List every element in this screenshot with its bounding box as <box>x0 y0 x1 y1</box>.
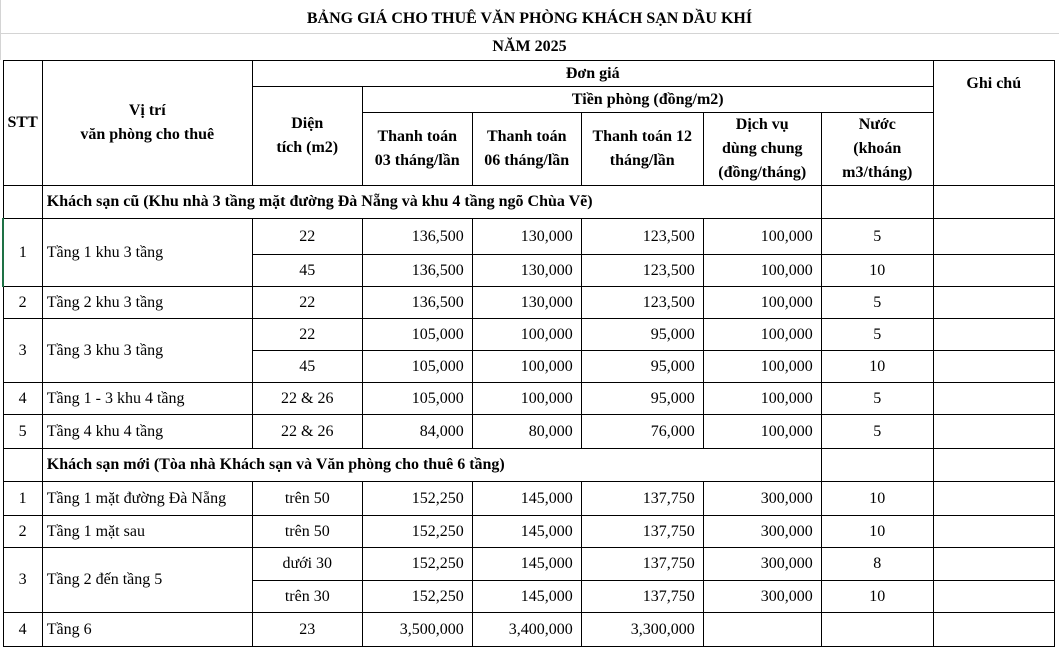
header-water-line2: (khoán <box>853 140 902 157</box>
price-6-month-cell[interactable]: 3,400,000 <box>472 613 581 647</box>
price-12-month-cell[interactable]: 137,750 <box>581 516 703 548</box>
area-cell[interactable]: dưới 30 <box>252 548 362 581</box>
area-cell[interactable]: 45 <box>252 255 362 287</box>
stt-cell[interactable]: 4 <box>3 383 42 415</box>
service-fee-cell[interactable]: 300,000 <box>703 581 821 613</box>
empty-cell[interactable] <box>933 186 1054 219</box>
price-12-month-cell[interactable]: 137,750 <box>581 482 703 516</box>
price-3-month-cell[interactable]: 105,000 <box>362 351 472 383</box>
area-cell[interactable]: 45 <box>252 351 362 383</box>
price-3-month-cell[interactable]: 84,000 <box>362 415 472 449</box>
area-cell[interactable]: 23 <box>252 613 362 647</box>
price-3-month-cell[interactable]: 105,000 <box>362 383 472 415</box>
area-cell[interactable]: trên 50 <box>252 516 362 548</box>
price-3-month-cell[interactable]: 152,250 <box>362 516 472 548</box>
price-table <box>2 60 1055 647</box>
price-6-month-cell[interactable]: 145,000 <box>472 482 581 516</box>
note-cell[interactable] <box>933 415 1054 449</box>
note-cell[interactable] <box>933 319 1054 351</box>
header-water-line3: m3/tháng) <box>842 164 913 181</box>
location-cell[interactable]: Tầng 1 - 3 khu 4 tầng <box>42 383 252 415</box>
header-service-line2: dùng chung <box>722 140 803 157</box>
service-fee-cell[interactable]: 100,000 <box>703 319 821 351</box>
header-pay-12[interactable] <box>581 113 703 186</box>
service-fee-cell[interactable]: 100,000 <box>703 351 821 383</box>
water-cell[interactable]: 10 <box>821 255 933 287</box>
stt-cell[interactable]: 3 <box>3 548 42 613</box>
stt-cell[interactable]: 5 <box>3 415 42 449</box>
header-service-line1: Dịch vụ <box>735 116 789 133</box>
service-fee-cell[interactable]: 100,000 <box>703 219 821 255</box>
price-3-month-cell[interactable]: 152,250 <box>362 482 472 516</box>
water-cell[interactable]: 5 <box>821 415 933 449</box>
price-12-month-cell[interactable]: 95,000 <box>581 383 703 415</box>
service-fee-cell[interactable] <box>703 613 821 647</box>
location-cell[interactable]: Tầng 1 mặt đường Đà Nẵng <box>42 482 252 516</box>
header-area-line2: tích (m2) <box>276 139 339 156</box>
price-3-month-cell[interactable]: 152,250 <box>362 548 472 581</box>
service-fee-cell[interactable]: 100,000 <box>703 255 821 287</box>
service-fee-cell[interactable]: 100,000 <box>703 415 821 449</box>
table-row <box>3 219 1054 255</box>
note-cell[interactable] <box>933 613 1054 647</box>
area-cell[interactable]: 22 <box>252 219 362 255</box>
price-3-month-cell[interactable]: 152,250 <box>362 581 472 613</box>
header-water[interactable] <box>821 113 933 186</box>
price-6-month-cell[interactable]: 145,000 <box>472 581 581 613</box>
price-6-month-cell[interactable]: 100,000 <box>472 383 581 415</box>
note-cell[interactable] <box>933 287 1054 319</box>
price-6-month-cell[interactable]: 100,000 <box>472 351 581 383</box>
empty-cell[interactable] <box>821 449 933 482</box>
water-cell[interactable]: 10 <box>821 351 933 383</box>
price-6-month-cell[interactable]: 100,000 <box>472 319 581 351</box>
water-cell[interactable] <box>821 613 933 647</box>
header-area-line1: Diện <box>291 115 324 132</box>
price-12-month-cell[interactable]: 95,000 <box>581 351 703 383</box>
header-pay-3-line1: Thanh toán <box>377 128 458 145</box>
area-cell[interactable]: 22 <box>252 287 362 319</box>
note-cell[interactable] <box>933 516 1054 548</box>
table-row <box>3 287 1054 319</box>
table-row <box>3 383 1054 415</box>
header-pay-6[interactable] <box>472 113 581 186</box>
price-3-month-cell[interactable]: 136,500 <box>362 255 472 287</box>
location-cell[interactable]: Tầng 6 <box>42 613 252 647</box>
water-cell[interactable]: 10 <box>821 581 933 613</box>
price-6-month-cell[interactable]: 145,000 <box>472 548 581 581</box>
area-cell[interactable]: 22 & 26 <box>252 415 362 449</box>
section-stt-cell[interactable] <box>3 449 42 482</box>
header-location[interactable] <box>42 61 252 186</box>
empty-cell[interactable] <box>821 186 933 219</box>
section-title[interactable]: Khách sạn cũ (Khu nhà 3 tầng mặt đường Đà Nẵng và khu 4 tầng ngõ Chùa Vẽ) <box>42 186 703 219</box>
grid-line <box>0 33 1059 34</box>
location-cell[interactable]: Tầng 1 mặt sau <box>42 516 252 548</box>
water-cell[interactable]: 5 <box>821 219 933 255</box>
header-service[interactable] <box>703 113 821 186</box>
price-12-month-cell[interactable]: 123,500 <box>581 287 703 319</box>
header-pay-12-line1: Thanh toán 12 <box>592 128 693 145</box>
price-6-month-cell[interactable]: 145,000 <box>472 516 581 548</box>
price-6-month-cell[interactable]: 130,000 <box>472 255 581 287</box>
stt-cell[interactable]: 3 <box>3 319 42 383</box>
location-cell[interactable]: Tầng 4 khu 4 tầng <box>42 415 252 449</box>
location-cell[interactable]: Tầng 1 khu 3 tầng <box>42 219 252 287</box>
header-pay-6-line2: 06 tháng/lần <box>484 152 570 169</box>
header-water-line1: Nước <box>858 116 896 133</box>
water-cell[interactable]: 5 <box>821 383 933 415</box>
price-6-month-cell[interactable]: 80,000 <box>472 415 581 449</box>
header-rent[interactable]: Tiền phòng (đồng/m2) <box>362 87 933 113</box>
price-3-month-cell[interactable]: 136,500 <box>362 219 472 255</box>
note-cell[interactable] <box>933 255 1054 287</box>
note-cell[interactable] <box>933 482 1054 516</box>
service-fee-cell[interactable]: 300,000 <box>703 516 821 548</box>
table-row <box>3 516 1054 548</box>
water-cell[interactable]: 5 <box>821 319 933 351</box>
section-stt-cell[interactable] <box>3 186 42 219</box>
area-cell[interactable]: 22 & 26 <box>252 383 362 415</box>
note-cell[interactable] <box>933 581 1054 613</box>
service-fee-cell[interactable]: 300,000 <box>703 548 821 581</box>
location-cell[interactable]: Tầng 3 khu 3 tầng <box>42 319 252 383</box>
price-12-month-cell[interactable]: 137,750 <box>581 581 703 613</box>
stt-cell[interactable]: 2 <box>3 287 42 319</box>
price-12-month-cell[interactable]: 123,500 <box>581 255 703 287</box>
note-cell[interactable] <box>933 351 1054 383</box>
water-cell[interactable]: 8 <box>821 548 933 581</box>
header-pay-3-line2: 03 tháng/lần <box>374 152 460 169</box>
area-cell[interactable]: trên 30 <box>252 581 362 613</box>
note-cell[interactable] <box>933 219 1054 255</box>
sheet-title[interactable]: BẢNG GIÁ CHO THUÊ VĂN PHÒNG KHÁCH SẠN DẦU KHÍ <box>306 10 753 27</box>
price-6-month-cell[interactable]: 130,000 <box>472 287 581 319</box>
header-pay-6-line1: Thanh toán <box>486 128 567 145</box>
price-3-month-cell[interactable]: 136,500 <box>362 287 472 319</box>
price-3-month-cell[interactable]: 105,000 <box>362 319 472 351</box>
service-fee-cell[interactable]: 100,000 <box>703 287 821 319</box>
price-12-month-cell[interactable]: 76,000 <box>581 415 703 449</box>
price-12-month-cell[interactable]: 137,750 <box>581 548 703 581</box>
header-pay-3[interactable] <box>362 113 472 186</box>
empty-cell[interactable] <box>703 186 821 219</box>
table-row <box>3 548 1054 581</box>
note-cell[interactable] <box>933 383 1054 415</box>
stt-cell[interactable]: 2 <box>3 516 42 548</box>
price-3-month-cell[interactable]: 3,500,000 <box>362 613 472 647</box>
header-service-line3: (đồng/tháng) <box>718 164 807 181</box>
header-area[interactable] <box>252 87 362 186</box>
table-row <box>3 319 1054 351</box>
stt-cell[interactable]: 1 <box>3 219 42 287</box>
header-unit-price[interactable]: Đơn giá <box>252 61 933 87</box>
stt-cell[interactable]: 1 <box>3 482 42 516</box>
location-cell[interactable]: Tầng 2 đến tầng 5 <box>42 548 252 613</box>
area-cell[interactable]: trên 50 <box>252 482 362 516</box>
service-fee-cell[interactable]: 300,000 <box>703 482 821 516</box>
empty-cell[interactable] <box>703 449 821 482</box>
table-row <box>3 482 1054 516</box>
water-cell[interactable]: 5 <box>821 287 933 319</box>
header-location-line1: Vị trí <box>128 102 166 119</box>
price-12-month-cell[interactable]: 123,500 <box>581 219 703 255</box>
area-cell[interactable]: 22 <box>252 319 362 351</box>
header-note[interactable]: Ghi chú <box>933 61 1054 186</box>
header-pay-12-line2: tháng/lần <box>609 152 675 169</box>
water-cell[interactable]: 10 <box>821 516 933 548</box>
service-fee-cell[interactable]: 100,000 <box>703 383 821 415</box>
price-12-month-cell[interactable]: 95,000 <box>581 319 703 351</box>
water-cell[interactable]: 10 <box>821 482 933 516</box>
section-title[interactable]: Khách sạn mới (Tòa nhà Khách sạn và Văn phòng cho thuê 6 tầng) <box>42 449 703 482</box>
price-12-month-cell[interactable]: 3,300,000 <box>581 613 703 647</box>
location-cell[interactable]: Tầng 2 khu 3 tầng <box>42 287 252 319</box>
sheet-year[interactable]: NĂM 2025 <box>492 38 567 55</box>
price-6-month-cell[interactable]: 130,000 <box>472 219 581 255</box>
table-row <box>3 415 1054 449</box>
note-cell[interactable] <box>933 548 1054 581</box>
table-row <box>3 613 1054 647</box>
empty-cell[interactable] <box>933 449 1054 482</box>
header-location-line2: văn phòng cho thuê <box>80 126 215 143</box>
header-stt[interactable]: STT <box>3 61 42 186</box>
stt-cell[interactable]: 4 <box>3 613 42 647</box>
